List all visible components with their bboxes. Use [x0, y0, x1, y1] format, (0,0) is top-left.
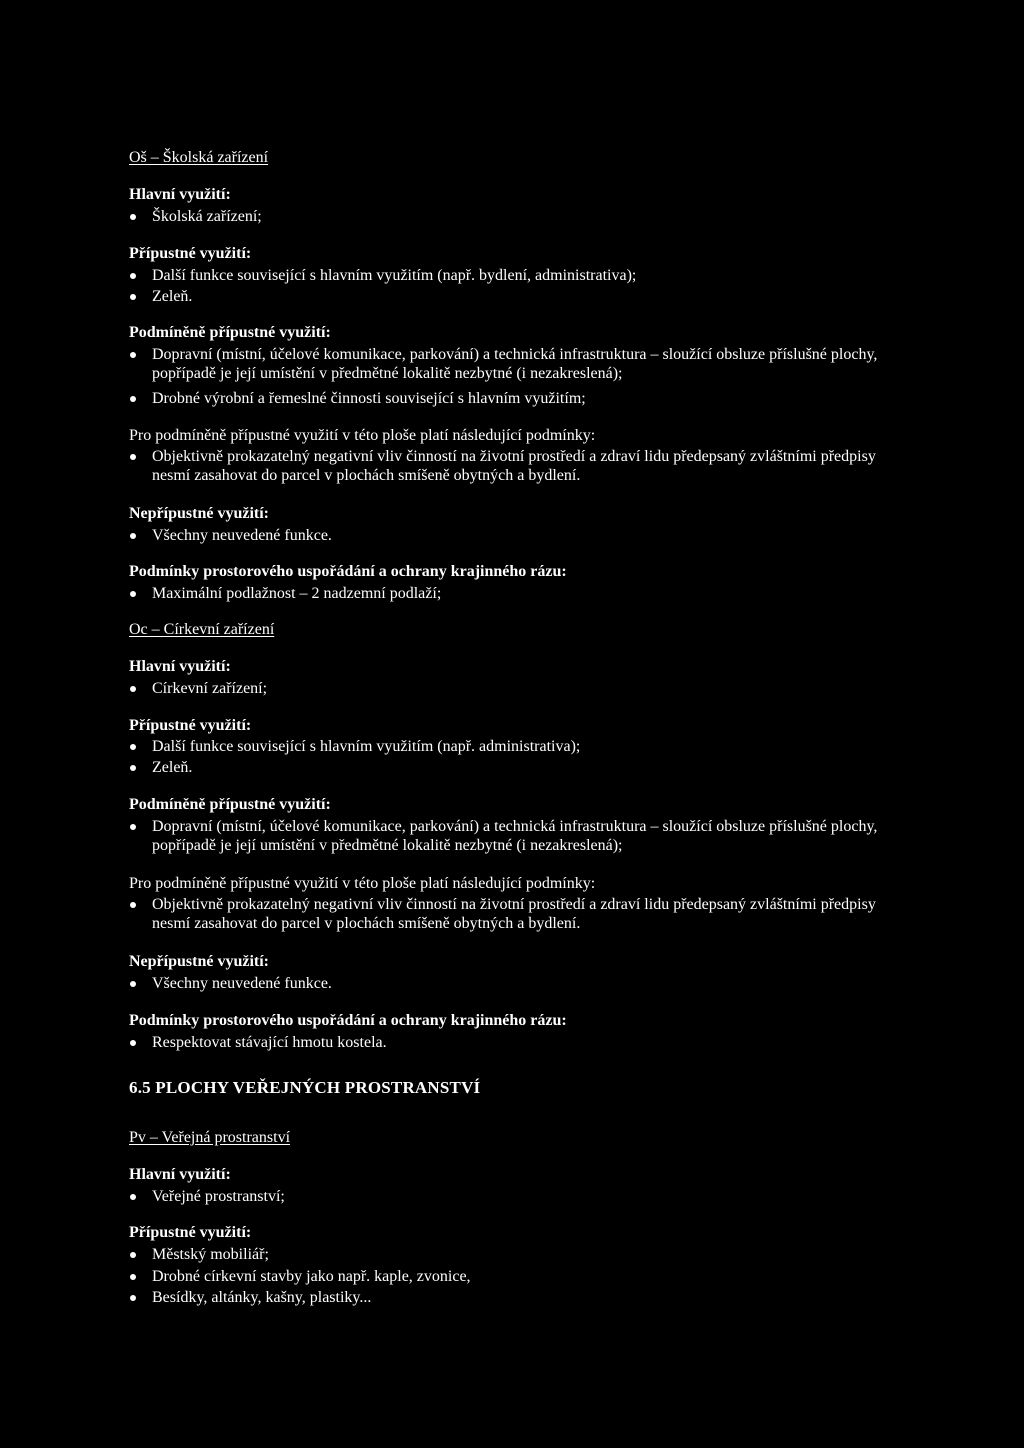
bullet-icon [130, 765, 136, 771]
list-item-text: Další funkce související s hlavním využitím (např. administrativa); [152, 738, 581, 755]
list-item-text: Dopravní (místní, účelové komunikace, parkování) a technická infrastruktura – sloužící obsluze příslušné plochy, popřípadě je její umístění v předmětné lokalitě nezbytné (i nezakreslená); [152, 346, 878, 383]
list-item-text: Besídky, altánky, kašny, plastiky... [152, 1289, 372, 1306]
heading-hlavni-vyuziti-os: Hlavní využití: [129, 186, 231, 203]
heading-podminene-vyuziti-oc: Podmíněně přípustné využití: [129, 796, 331, 813]
conditions-intro-os: Pro podmíněně přípustné využití v této ploše platí následující podmínky: [129, 427, 596, 444]
heading-hlavni-vyuziti-oc: Hlavní využití: [129, 658, 231, 675]
list-item-text: Objektivně prokazatelný negativní vliv činností na životní prostředí a zdraví lidu předepsaný zvláštními předpisy nesmí zasahovat do parcel v plochách smíšeně obytných a bydlení. [152, 896, 876, 933]
list-item-text: Respektovat stávající hmotu kostela. [152, 1034, 387, 1051]
heading-podminky-usporadani-oc: Podmínky prostorového uspořádání a ochrany krajinného rázu: [129, 1012, 567, 1029]
list-item-text: Drobné výrobní a řemeslné činnosti související s hlavním využitím; [152, 390, 586, 407]
chapter-heading: 6.5 PLOCHY VEŘEJNÝCH PROSTRANSTVÍ [129, 1078, 481, 1097]
bullet-icon [130, 1194, 136, 1200]
list-item-text: Dopravní (místní, účelové komunikace, parkování) a technická infrastruktura – sloužící obsluze příslušné plochy, popřípadě je její umístění v předmětné lokalitě nezbytné (i nezakreslená); [152, 818, 878, 855]
bullet-icon [130, 1252, 136, 1258]
bullet-icon [130, 533, 136, 539]
bullet-icon [130, 273, 136, 279]
list-item-text: Školská zařízení; [152, 208, 262, 225]
section-title-pv: Pv – Veřejná prostranství [129, 1129, 291, 1146]
heading-podminky-usporadani-os: Podmínky prostorového uspořádání a ochrany krajinného rázu: [129, 563, 567, 580]
heading-nepripustne-vyuziti-oc: Nepřípustné využití: [129, 953, 269, 970]
bullet-icon [130, 396, 136, 402]
list-item-text: Drobné církevní stavby jako např. kaple, zvonice, [152, 1268, 471, 1285]
section-title-oc: Oc – Církevní zařízení [129, 621, 275, 638]
list-item-text: Maximální podlažnost – 2 nadzemní podlaží; [152, 585, 442, 602]
list-item-text: Další funkce související s hlavním využitím (např. bydlení, administrativa); [152, 267, 637, 284]
conditions-intro-oc: Pro podmíněně přípustné využití v této ploše platí následující podmínky: [129, 875, 596, 892]
bullet-icon [130, 744, 136, 750]
heading-pripustne-vyuziti-oc: Přípustné využití: [129, 717, 252, 734]
heading-hlavni-vyuziti-pv: Hlavní využití: [129, 1166, 231, 1183]
bullet-icon [130, 294, 136, 300]
bullet-icon [130, 981, 136, 987]
heading-pripustne-vyuziti-pv: Přípustné využití: [129, 1224, 252, 1241]
bullet-icon [130, 1295, 136, 1301]
list-item-text: Všechny neuvedené funkce. [152, 975, 332, 992]
bullet-icon [130, 1040, 136, 1046]
bullet-icon [130, 214, 136, 220]
list-item-text: Všechny neuvedené funkce. [152, 527, 332, 544]
list-item-text: Církevní zařízení; [152, 680, 268, 697]
heading-pripustne-vyuziti-os: Přípustné využití: [129, 245, 252, 262]
bullet-icon [130, 591, 136, 597]
bullet-icon [130, 352, 136, 358]
list-item-text: Zeleň. [152, 288, 193, 305]
bullet-icon [130, 824, 136, 830]
bullet-icon [130, 686, 136, 692]
section-title-os: Oš – Školská zařízení [129, 149, 269, 166]
heading-nepripustne-vyuziti-os: Nepřípustné využití: [129, 505, 269, 522]
list-item-text: Objektivně prokazatelný negativní vliv činností na životní prostředí a zdraví lidu předepsaný zvláštními předpisy nesmí zasahovat do parcel v plochách smíšeně obytných a bydlení. [152, 448, 876, 485]
bullet-icon [130, 1274, 136, 1280]
list-item-text: Veřejné prostranství; [152, 1188, 285, 1205]
list-item-text: Městský mobiliář; [152, 1246, 269, 1263]
list-item-text: Zeleň. [152, 759, 193, 776]
bullet-icon [130, 454, 136, 460]
heading-podminene-vyuziti-os: Podmíněně přípustné využití: [129, 324, 331, 341]
bullet-icon [130, 902, 136, 908]
